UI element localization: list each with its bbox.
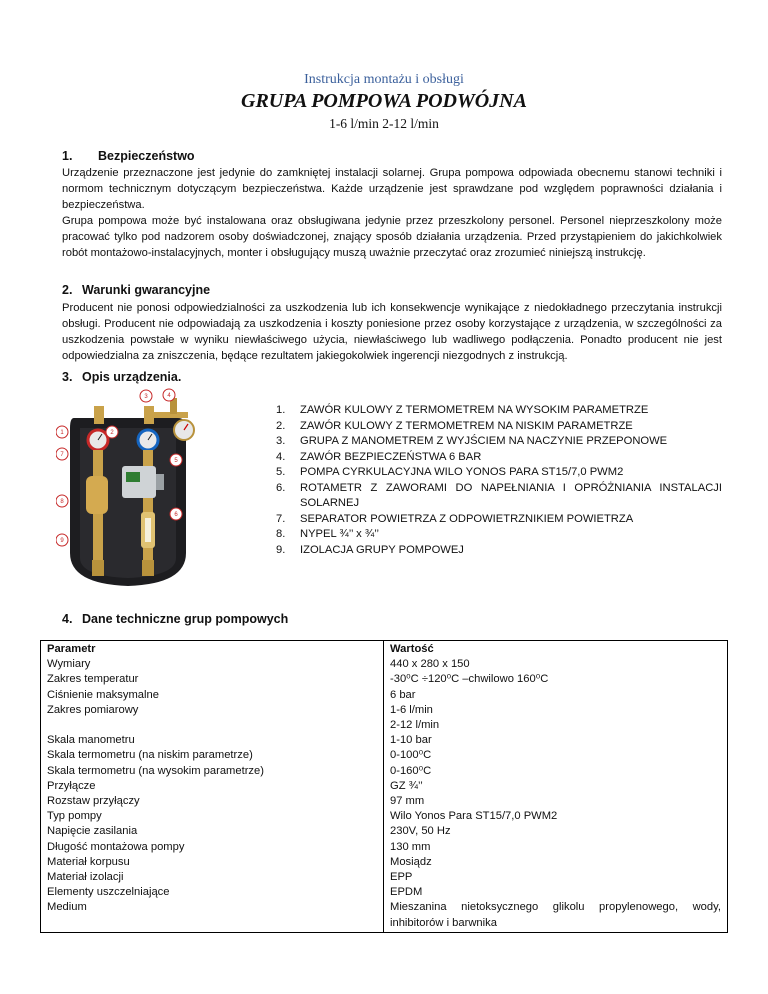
list-item: 8. NYPEL ¾’’ x ¾’’ (276, 528, 379, 540)
section-number: 3. (62, 370, 73, 384)
section-title: Warunki gwarancyjne (82, 283, 211, 297)
pump-group-illustration (56, 388, 200, 590)
list-item: 9. IZOLACJA GRUPY POMPOWEJ (276, 543, 464, 556)
left-top-pipe (94, 406, 104, 424)
section-1-body (62, 165, 722, 261)
section-number: 1. (62, 149, 73, 163)
marker-4: 4 (167, 393, 171, 399)
table-cell: Wartość 440 x 280 x 150 -30⁰C ÷120⁰C –chwilowo 160⁰C 6 bar 1-6 l/min 2-12 l/min 1-10 bar 0-100⁰C 0-160⁰C GZ ¾’’ 97 mm Wilo Yonos Para ST15/7,0 PWM2 230V, 50 Hz 130 mm Mosiądz EPP EPDM Mieszanina nietoksycznego glikolu propylenowego, wody, inhibitorów i barwnika (384, 641, 728, 933)
list-item: 7. SEPARATOR POWIETRZA Z ODPOWIETRZNIKIEM POWIETRZA (276, 512, 634, 525)
list-item: 6. ROTAMETR Z ZAWORAMI DO NAPEŁNIANIA I OPRÓŻNIANIA INSTALACJI SOLARNEJ (276, 481, 722, 509)
list-item: 2. ZAWÓR KULOWY Z TERMOMETREM NA NISKIM PARAMETRZE (276, 419, 633, 432)
air-separator (86, 476, 108, 514)
section-2-body (62, 300, 722, 364)
list-item: 1. ZAWÓR KULOWY Z TERMOMETREM NA WYSOKIM PARAMETRZE (276, 404, 649, 416)
nipple-right (142, 560, 154, 576)
marker-2: 2 (110, 430, 114, 436)
technical-data-table (40, 640, 728, 933)
document-title: GRUPA POMPOWA PODWÓJNA (241, 90, 527, 112)
list-item: 3. GRUPA Z MANOMETREM Z WYJŚCIEM NA NACZYNIE PRZEPONOWE (276, 435, 668, 447)
component-list (276, 403, 722, 558)
section-1-heading (62, 149, 195, 163)
paragraph: Grupa pompowa może być instalowana oraz obsługiwana jedynie przez przeszkolony personel. Personel nieprzeszkolony może pracować tylko pod nadzorem osoby doświadczonej, znający sposób działania urządzenia. Przed przystąpieniem do jakichkolwiek robót montażowo-instalacyjnych, monter i obsługujący muszą uważnie przeczytać oraz zrozumieć niniejszą instrukcję. (62, 215, 722, 259)
document-range: 1-6 l/min 2-12 l/min (329, 116, 439, 131)
marker-7: 7 (60, 452, 64, 458)
section-number: 2. (62, 283, 73, 297)
paragraph: Producent nie ponosi odpowiedzialności za uszkodzenia lub ich konsekwencje wynikające z niedokładnego przeczytania instrukcji obsługi. Producent nie odpowiadają za uszkodzenia i koszty poniesione przez osoby korzystające z urządzenia, w szczególności za uszkodzenia powstałe w wyniku niewłaściwego użycia, niewłaściwego lub wadliwego podłączenia. Ponadto producent nie jest odpowiedzialna za zniszczenia, będące rezultatem jakiegokolwiek ingerencji niezgodnych z instrukcją. (62, 302, 722, 362)
marker-9: 9 (60, 538, 64, 544)
marker-5: 5 (174, 458, 178, 464)
section-2-heading (62, 283, 210, 297)
marker-8: 8 (60, 499, 64, 505)
marker-1: 1 (60, 430, 64, 436)
section-title: Dane techniczne grup pompowych (82, 612, 289, 626)
section-3-heading (62, 370, 181, 384)
marker-3: 3 (144, 394, 148, 400)
right-top-pipe (144, 406, 154, 424)
document-subtitle: Instrukcja montażu i obsługi (304, 72, 464, 87)
table-cell: Parametr Wymiary Zakres temperatur Ciśnienie maksymalne Zakres pomiarowy Skala manometru Skala termometru (na niskim parametrze) Skala termometru (na wysokim parametrze) Przyłącze Rozstaw przyłączy Typ pompy Napięcie zasilania Długość montażowa pompy Materiał korpusu Materiał izolacji Elementy uszczelniające Medium (41, 641, 384, 933)
section-title: Opis urządzenia. (82, 370, 182, 384)
marker-6: 6 (174, 512, 178, 518)
table-row (41, 641, 728, 933)
list-item: 4. ZAWÓR BEZPIECZEŃSTWA 6 BAR (276, 450, 482, 463)
paragraph: Urządzenie przeznaczone jest jedynie do zamkniętej instalacji solarnej. Grupa pompowa odpowiada obecnemu stanowi techniki i normom technicznym dotyczącym bezpieczeństwa. Każde urządzenie jest sprawdzane pod względem poprawności działania i bezpieczeństwa. (62, 167, 722, 211)
nipple-left (92, 560, 104, 576)
pump-display (126, 472, 140, 482)
section-4-heading (62, 612, 288, 626)
list-item: 5. POMPA CYRKULACYJNA WILO YONOS PARA ST15/7,0 PWM2 (276, 466, 624, 478)
section-title: Bezpieczeństwo (98, 149, 195, 163)
section-number: 4. (62, 612, 73, 626)
